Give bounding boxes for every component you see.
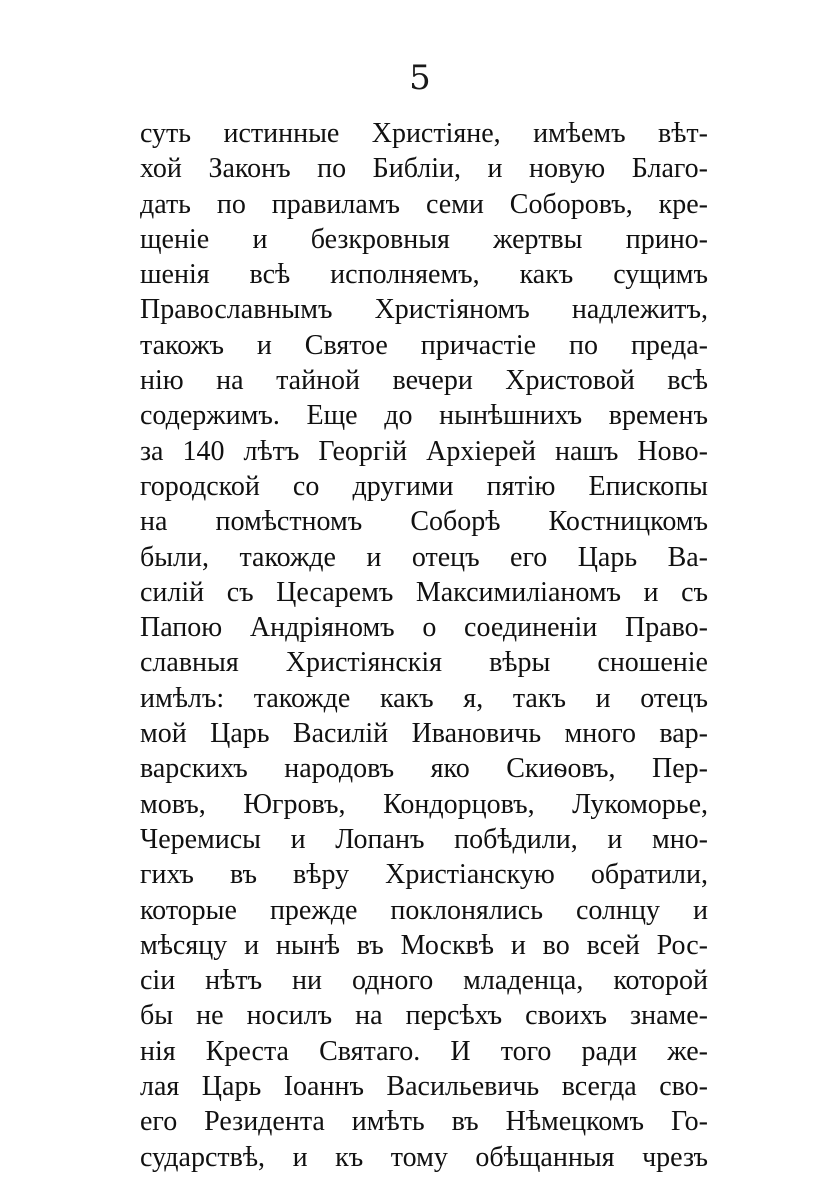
text-line: за 140 лѣтъ Георгій Архіерей нашъ Ново- (140, 435, 708, 467)
text-line: славныя Христіянскія вѣры сношеніе (140, 647, 708, 679)
text-line: его Резидента имѣть въ Нѣмецкомъ Го- (140, 1106, 708, 1138)
text-line: суть истинные Христіяне, имѣемъ вѣт- (140, 118, 708, 149)
text-line: такожъ и Святое причастіе по преда- (140, 329, 708, 361)
text-line: были, такожде и отецъ его Царь Ва- (140, 541, 708, 573)
text-line: щеніе и безкровныя жертвы прино- (140, 223, 708, 255)
text-line: бы не носилъ на персѣхъ своихъ знаме- (140, 1000, 708, 1032)
text-line: дать по правиламъ семи Соборовъ, кре- (140, 188, 708, 220)
text-line: сіи нѣтъ ни одного младенца, которой (140, 965, 708, 997)
text-line: гихъ въ вѣру Христіанскую обратили, (140, 859, 708, 891)
text-line: мовъ, Югровъ, Кондорцовъ, Лукоморье, (140, 788, 708, 820)
text-line: Православнымъ Христіяномъ надлежитъ, (140, 294, 708, 326)
text-line: мой Царь Василій Ивановичь много вар- (140, 718, 708, 750)
text-line: нію на тайной вечери Христовой всѣ (140, 365, 708, 397)
text-line: шенія всѣ исполняемъ, какъ сущимъ (140, 259, 708, 291)
body-text (140, 116, 708, 1175)
text-line: нія Креста Святаго. И того ради же- (140, 1035, 708, 1067)
text-line: Черемисы и Лопанъ побѣдили, и мно- (140, 823, 708, 855)
text-line: сударствѣ, и къ тому обѣщанныя чрезъ (140, 1141, 708, 1173)
text-line: на помѣстномъ Соборѣ Костницкомъ (140, 506, 708, 538)
text-line: мѣсяцу и нынѣ въ Москвѣ и во всей Рос- (140, 929, 708, 961)
text-line: которые прежде поклонялись солнцу и (140, 894, 708, 926)
text-line: силій съ Цесаремъ Максимиліаномъ и съ (140, 576, 708, 608)
text-line: хой Законъ по Библіи, и новую Благо- (140, 153, 708, 185)
text-line: содержимъ. Еще до нынѣшнихъ временъ (140, 400, 708, 432)
page-number: 5 (409, 58, 431, 98)
text-line: варскихъ народовъ яко Скиѳовъ, Пер- (140, 753, 708, 785)
text-line: лая Царь Іоаннъ Васильевичь всегда сво- (140, 1071, 708, 1103)
text-line: городской со другими пятію Епископы (140, 470, 708, 502)
text-line: Папою Андріяномъ о соединеніи Право- (140, 612, 708, 644)
text-line: имѣлъ: такожде какъ я, такъ и отецъ (140, 682, 708, 714)
